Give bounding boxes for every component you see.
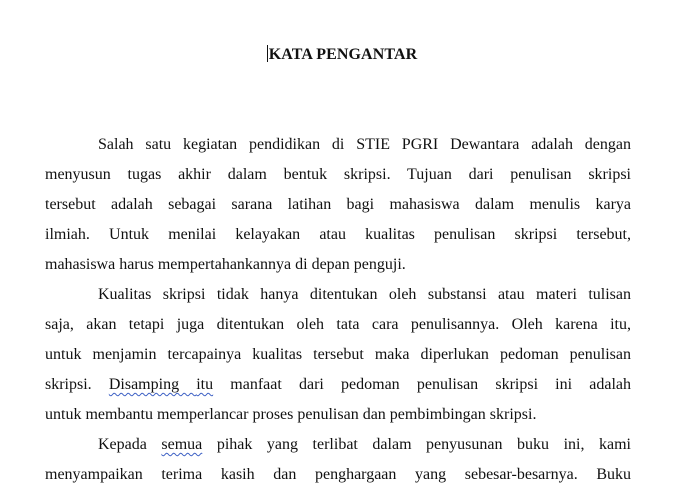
document-title[interactable] [0, 44, 678, 66]
grammar-flag-space [179, 376, 196, 393]
paragraph-1-line-1[interactable]: Salah satu kegiatan pendidikan di STIE PGRI Dewantara adalah dengan [98, 136, 631, 153]
grammar-flag-word[interactable]: itu [196, 376, 214, 393]
paragraph-2-line-2[interactable]: saja, akan tetapi juga ditentukan oleh tata cara penulisannya. Oleh karena itu, [45, 316, 631, 333]
title-text[interactable]: KATA PENGANTAR [268, 46, 418, 63]
grammar-flag-word[interactable]: semua [161, 436, 203, 453]
paragraph-3-line-2[interactable]: menyampaikan terima kasih dan penghargaan yang sebesar-besarnya. Buku [45, 466, 631, 483]
text-run: skripsi. [45, 376, 109, 393]
text-cursor [267, 45, 268, 62]
text-run: manfaat dari pedoman penulisan skripsi ini adalah [213, 376, 631, 393]
document-body[interactable] [45, 130, 631, 490]
paragraph-3-line-1[interactable] [45, 430, 631, 460]
paragraph-2-line-5[interactable]: untuk membantu memperlancar proses penulisan dan pembimbingan skripsi. [45, 406, 537, 423]
paragraph-1-line-4[interactable]: ilmiah. Untuk menilai kelayakan atau kualitas penulisan skripsi tersebut, [45, 226, 631, 243]
text-run: Kepada [98, 436, 162, 453]
paragraph-2-line-3[interactable]: untuk menjamin tercapainya kualitas tersebut maka diperlukan pedoman penulisan [45, 346, 631, 363]
paragraph-1-line-2[interactable]: menyusun tugas akhir dalam bentuk skripsi. Tujuan dari penulisan skripsi [45, 166, 631, 183]
paragraph-2-line-4[interactable] [45, 370, 631, 400]
text-run: pihak yang terlibat dalam penyusunan buku ini, kami [202, 436, 631, 453]
grammar-flag-word[interactable]: Disamping [108, 376, 180, 393]
paragraph-2-line-1[interactable]: Kualitas skripsi tidak hanya ditentukan oleh substansi atau materi tulisan [98, 286, 631, 303]
paragraph-1-line-3[interactable]: tersebut adalah sebagai sarana latihan bagi mahasiswa dalam menulis karya [45, 196, 631, 213]
paragraph-1-line-5[interactable]: mahasiswa harus mempertahankannya di depan penguji. [45, 256, 406, 273]
